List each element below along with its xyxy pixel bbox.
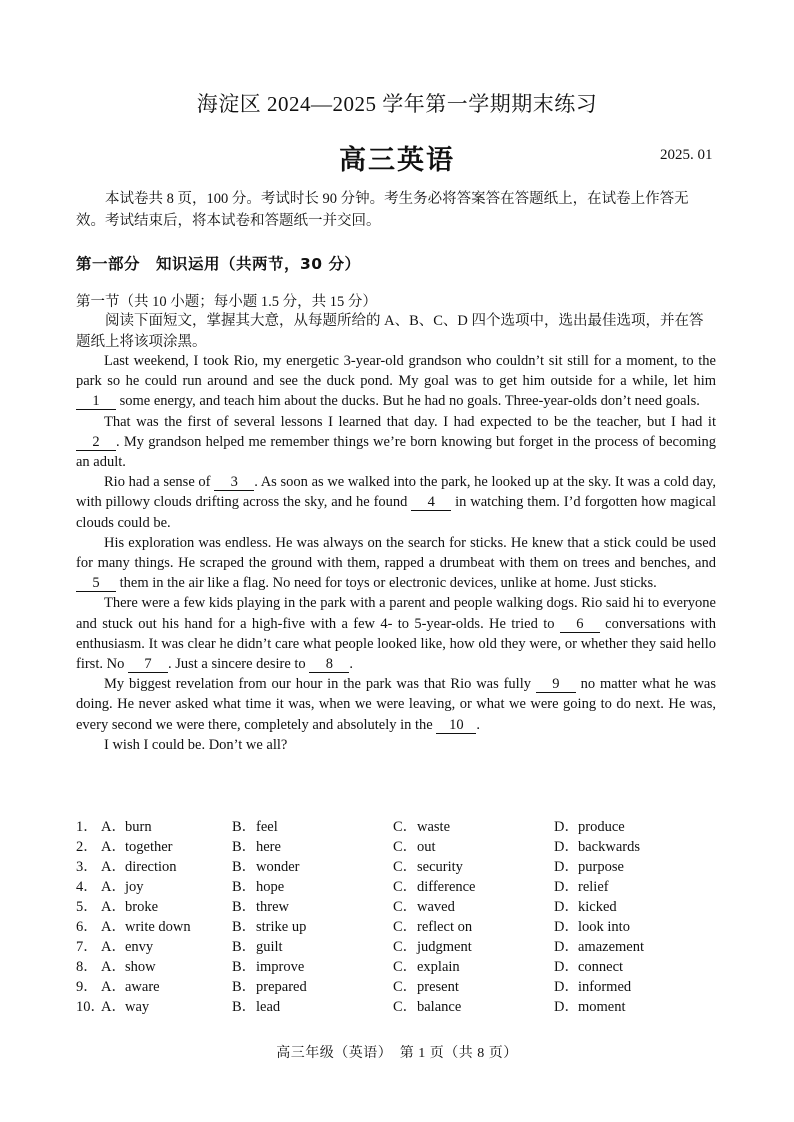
option-b	[232, 875, 284, 896]
option-b	[232, 935, 283, 956]
option-letter: A．	[101, 899, 126, 915]
option-text: connect	[578, 959, 624, 975]
passage-text: . My grandson helped me remember things we’re born knowing but forget in the process of becoming an adult.	[76, 433, 716, 471]
option-text: balance	[417, 999, 462, 1015]
option-c	[393, 875, 476, 896]
option-c	[393, 835, 436, 856]
option-c	[393, 935, 472, 956]
option-letter: A．	[101, 979, 126, 995]
blank-6: 6	[560, 616, 600, 633]
option-text: relief	[578, 879, 609, 895]
answer-options	[76, 815, 716, 1015]
passage-text: .	[349, 656, 353, 673]
option-d	[554, 975, 631, 996]
exam-title: 海淀区 2024—2025 学年第一学期期末练习	[196, 92, 598, 116]
passage-text: There were a few kids playing in the park with a parent and people walking dogs. Rio said hi to everyone and stuck out his hand for a high-five with a few 4- to 5-year-olds. He tried to	[76, 595, 716, 632]
exam-instructions: 本试卷共 8 页，100 分。考试时长 90 分钟。考生务必将答案答在答题纸上，在试卷上作答无效。考试结束后，将本试卷和答题纸一并交回。	[76, 191, 689, 229]
option-text: backwards	[578, 839, 641, 855]
option-row	[76, 915, 716, 935]
option-text: show	[125, 959, 156, 975]
option-c	[393, 975, 459, 996]
option-text: prepared	[256, 979, 307, 995]
passage-paragraph	[76, 674, 716, 735]
question-number: 4．	[76, 879, 98, 895]
option-b	[232, 915, 306, 936]
option-d	[554, 935, 644, 956]
question-number: 5．	[76, 899, 98, 915]
option-row	[76, 955, 716, 975]
option-text: out	[417, 839, 436, 855]
option-b	[232, 855, 300, 876]
option-letter: A．	[101, 879, 126, 895]
option-letter: D．	[554, 999, 579, 1015]
option-c	[393, 815, 450, 836]
option-text: kicked	[578, 899, 617, 915]
option-letter: D．	[554, 899, 579, 915]
option-letter: C．	[393, 919, 418, 935]
question-number: 1．	[76, 819, 98, 835]
passage-text: .	[476, 716, 480, 733]
option-row	[76, 995, 716, 1015]
blank-9: 9	[536, 676, 576, 693]
passage-text: My biggest revelation from our hour in the park was that Rio was fully	[104, 676, 536, 693]
exam-date: 2025. 01	[660, 147, 713, 163]
option-b	[232, 815, 278, 836]
option-text: direction	[125, 859, 177, 875]
option-d	[554, 875, 609, 896]
passage-paragraph	[76, 472, 716, 533]
option-text: write down	[125, 919, 191, 935]
option-letter: D．	[554, 879, 579, 895]
option-text: reflect on	[417, 919, 473, 935]
option-text: broke	[125, 899, 159, 915]
option-text: joy	[125, 879, 144, 895]
option-letter: C．	[393, 979, 418, 995]
option-text: lead	[256, 999, 281, 1015]
option-text: present	[417, 979, 459, 995]
option-letter: A．	[101, 859, 126, 875]
option-letter: C．	[393, 879, 418, 895]
option-text: security	[417, 859, 463, 875]
option-letter: A．	[101, 959, 126, 975]
option-text: waste	[417, 819, 451, 835]
option-letter: A．	[101, 939, 126, 955]
option-letter: A．	[101, 919, 126, 935]
option-d	[554, 835, 640, 856]
blank-3: 3	[214, 474, 254, 491]
option-letter: B．	[232, 879, 257, 895]
option-text: here	[256, 839, 281, 855]
option-row	[76, 975, 716, 995]
passage-paragraph	[76, 593, 716, 674]
passage-text: His exploration was endless. He was always on the search for sticks. He knew that a stick could be used for many things. He scraped the ground with them, rapped a drumbeat with them on trees and benches, and	[76, 534, 716, 572]
option-letter: D．	[554, 839, 579, 855]
option-c	[393, 915, 472, 936]
option-d	[554, 915, 630, 936]
option-text: look into	[578, 919, 630, 935]
option-text: way	[125, 999, 150, 1015]
option-text: threw	[256, 899, 290, 915]
question-number: 9．	[76, 979, 98, 995]
option-a	[101, 855, 177, 876]
option-a	[101, 835, 173, 856]
passage-paragraph	[76, 351, 716, 412]
passage-paragraph	[76, 735, 716, 755]
option-d	[554, 815, 625, 836]
option-letter: A．	[101, 999, 126, 1015]
option-a	[101, 895, 158, 916]
option-text: together	[125, 839, 173, 855]
option-letter: C．	[393, 859, 418, 875]
option-c	[393, 995, 461, 1016]
option-letter: B．	[232, 919, 257, 935]
option-a	[101, 915, 191, 936]
option-a	[101, 995, 149, 1016]
option-text: improve	[256, 959, 305, 975]
option-b	[232, 835, 281, 856]
option-row	[76, 855, 716, 875]
option-letter: C．	[393, 939, 418, 955]
option-letter: B．	[232, 859, 257, 875]
option-a	[101, 955, 156, 976]
option-text: amazement	[578, 939, 645, 955]
option-letter: D．	[554, 919, 579, 935]
option-b	[232, 955, 304, 976]
option-d	[554, 895, 617, 916]
option-text: produce	[578, 819, 625, 835]
option-c	[393, 855, 463, 876]
blank-4: 4	[411, 494, 451, 511]
passage-text: Last weekend, I took Rio, my energetic 3-year-old grandson who couldn’t sit still for a moment, to the park so he could run around and see the duck pond. My goal was to get him outside for a while, let him	[76, 353, 716, 390]
option-text: wonder	[256, 859, 300, 875]
option-text: informed	[578, 979, 632, 995]
option-row	[76, 835, 716, 855]
question-number: 6．	[76, 919, 98, 935]
option-letter: D．	[554, 979, 579, 995]
option-letter: B．	[232, 979, 257, 995]
option-text: aware	[125, 979, 160, 995]
option-letter: C．	[393, 999, 418, 1015]
passage-text: . Just a sincere desire to	[167, 656, 310, 673]
passage-text: in watching them. I’d forgotten how magical clouds could be.	[76, 494, 716, 531]
option-row	[76, 875, 716, 895]
passage-text: conversations with enthusiasm. It was clear he didn’t care what people looked like, how old they were, or whether they said hello first. No	[76, 615, 716, 673]
option-letter: C．	[393, 819, 418, 835]
option-text: waved	[417, 899, 455, 915]
question-number: 3．	[76, 859, 98, 875]
option-a	[101, 935, 153, 956]
option-a	[101, 815, 152, 836]
option-text: envy	[125, 939, 154, 955]
option-letter: C．	[393, 899, 418, 915]
passage-text: That was the first of several lessons I learned that day. I had expected to be the teacher, but I had it	[104, 413, 716, 430]
option-letter: D．	[554, 939, 579, 955]
page-footer: 高三年级（英语） 第 1 页（共 8 页）	[276, 1046, 518, 1061]
option-text: purpose	[578, 859, 624, 875]
passage-text: some energy, and teach him about the ducks. But he had no goals. Three-year-olds don’t need goals.	[116, 393, 700, 410]
blank-1: 1	[76, 393, 116, 410]
option-d	[554, 855, 624, 876]
option-text: strike up	[256, 919, 307, 935]
option-c	[393, 955, 460, 976]
blank-10: 10	[436, 717, 476, 734]
option-row	[76, 895, 716, 915]
option-d	[554, 955, 623, 976]
option-text: judgment	[417, 939, 472, 955]
option-text: guilt	[256, 939, 283, 955]
passage-text: . As soon as we walked into the park, he looked up at the sky. It was a cold day, with pillowy clouds drifting across the sky, and he found	[76, 474, 716, 511]
blank-7: 7	[128, 656, 168, 673]
option-letter: B．	[232, 899, 257, 915]
option-text: difference	[417, 879, 476, 895]
section1-heading: 第一节（共 10 小题；每小题 1.5 分，共 15 分）	[76, 294, 377, 310]
option-text: burn	[125, 819, 152, 835]
option-letter: B．	[232, 839, 257, 855]
question-number: 10．	[76, 999, 105, 1015]
option-letter: C．	[393, 959, 418, 975]
question-number: 7．	[76, 939, 98, 955]
section1-directions: 阅读下面短文，掌握其大意，从每题所给的 A、B、C、D 四个选项中，选出最佳选项，并在答题纸上将该项涂黑。	[76, 313, 704, 350]
option-letter: C．	[393, 839, 418, 855]
exam-subject: 高三英语	[339, 145, 455, 176]
option-letter: B．	[232, 819, 257, 835]
option-b	[232, 975, 307, 996]
option-letter: D．	[554, 959, 579, 975]
option-a	[101, 875, 144, 896]
option-text: hope	[256, 879, 285, 895]
option-c	[393, 895, 455, 916]
option-letter: A．	[101, 839, 126, 855]
option-letter: D．	[554, 859, 579, 875]
passage-text: Rio had a sense of	[104, 474, 215, 491]
question-number: 8．	[76, 959, 98, 975]
cloze-passage	[76, 351, 716, 755]
option-b	[232, 895, 289, 916]
option-letter: A．	[101, 819, 126, 835]
option-letter: D．	[554, 819, 579, 835]
option-text: explain	[417, 959, 460, 975]
passage-paragraph	[76, 533, 716, 594]
blank-8: 8	[309, 656, 349, 673]
option-letter: B．	[232, 959, 257, 975]
option-row	[76, 935, 716, 955]
passage-paragraph	[76, 412, 716, 473]
question-number: 2．	[76, 839, 98, 855]
option-text: moment	[578, 999, 626, 1015]
blank-2: 2	[76, 434, 116, 451]
option-d	[554, 995, 626, 1016]
option-letter: B．	[232, 999, 257, 1015]
passage-text: I wish I could be. Don’t we all?	[104, 736, 288, 753]
passage-text: no matter what he was doing. He never asked what time it was, when we were leaving, or what we were going to do next. He was, every second we were there, completely and absolutely in the	[76, 676, 716, 733]
option-letter: B．	[232, 939, 257, 955]
passage-text: them in the air like a flag. No need for toys or electronic devices, unlike at home. Just sticks.	[116, 575, 657, 592]
option-b	[232, 995, 280, 1016]
option-row	[76, 815, 716, 835]
blank-5: 5	[76, 575, 116, 592]
part1-heading: 第一部分 知识运用（共两节，30 分）	[76, 255, 361, 273]
option-text: feel	[256, 819, 278, 835]
option-a	[101, 975, 160, 996]
